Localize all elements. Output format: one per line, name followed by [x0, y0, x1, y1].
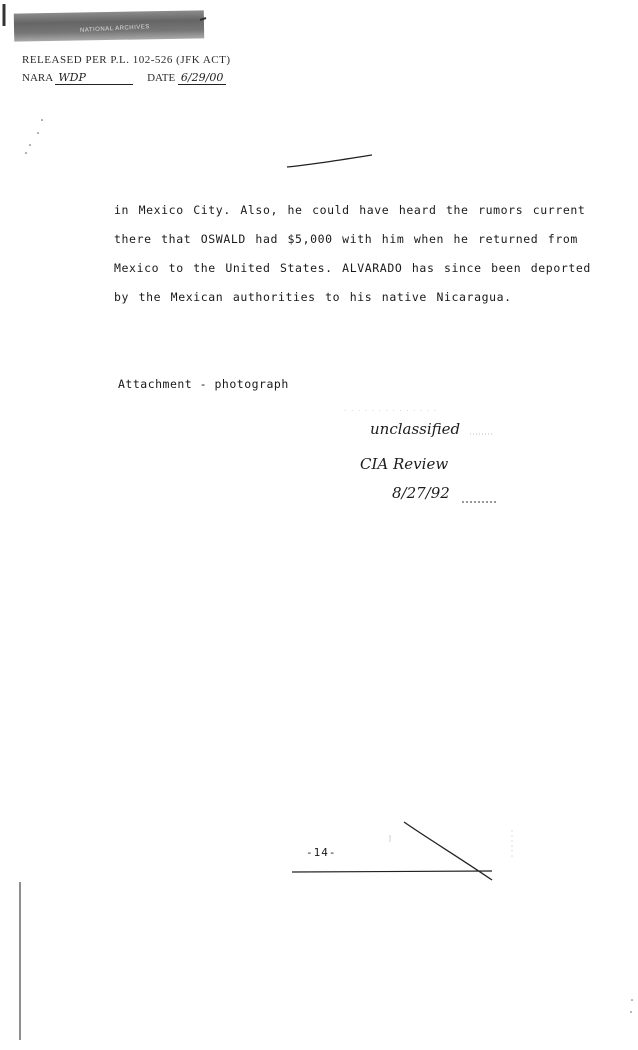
- release-statement: RELEASED PER P.L. 102-526 (JFK ACT): [22, 54, 231, 66]
- speck: [29, 144, 31, 146]
- body-line-3: Mexico to the United States. ALVARADO has since been deported: [114, 261, 591, 275]
- body-line-1: in Mexico City. Also, he could have heard the rumors current: [114, 203, 586, 217]
- page-number: -14-: [306, 846, 337, 859]
- archive-stamp-text: NATIONAL ARCHIVES: [79, 24, 150, 34]
- review-cia: CIA Review: [360, 455, 449, 473]
- speck: [630, 1011, 632, 1013]
- nara-initials: WDP: [55, 71, 133, 85]
- pen-stroke-top: [287, 155, 372, 167]
- attachment-note: Attachment - photograph: [118, 377, 289, 391]
- review-date: 8/27/92: [392, 484, 450, 502]
- body-line-4: by the Mexican authorities to his native Nicaragua.: [114, 290, 512, 304]
- speck: [37, 132, 39, 134]
- date-value: 6/29/00: [178, 71, 226, 85]
- nara-label: NARA: [22, 72, 53, 84]
- page-underline: [292, 871, 492, 872]
- stamp-dash: [200, 18, 206, 20]
- body-line-2: there that OSWALD had $5,000 with him when he returned from: [114, 232, 578, 246]
- review-unclassified: unclassified: [370, 420, 461, 438]
- date-label: DATE: [147, 72, 176, 84]
- speck: [41, 119, 43, 121]
- speck: [631, 999, 633, 1001]
- speck: [25, 152, 27, 154]
- faint-stamp-text: · · · · · · · · · · · · · ·: [344, 406, 438, 415]
